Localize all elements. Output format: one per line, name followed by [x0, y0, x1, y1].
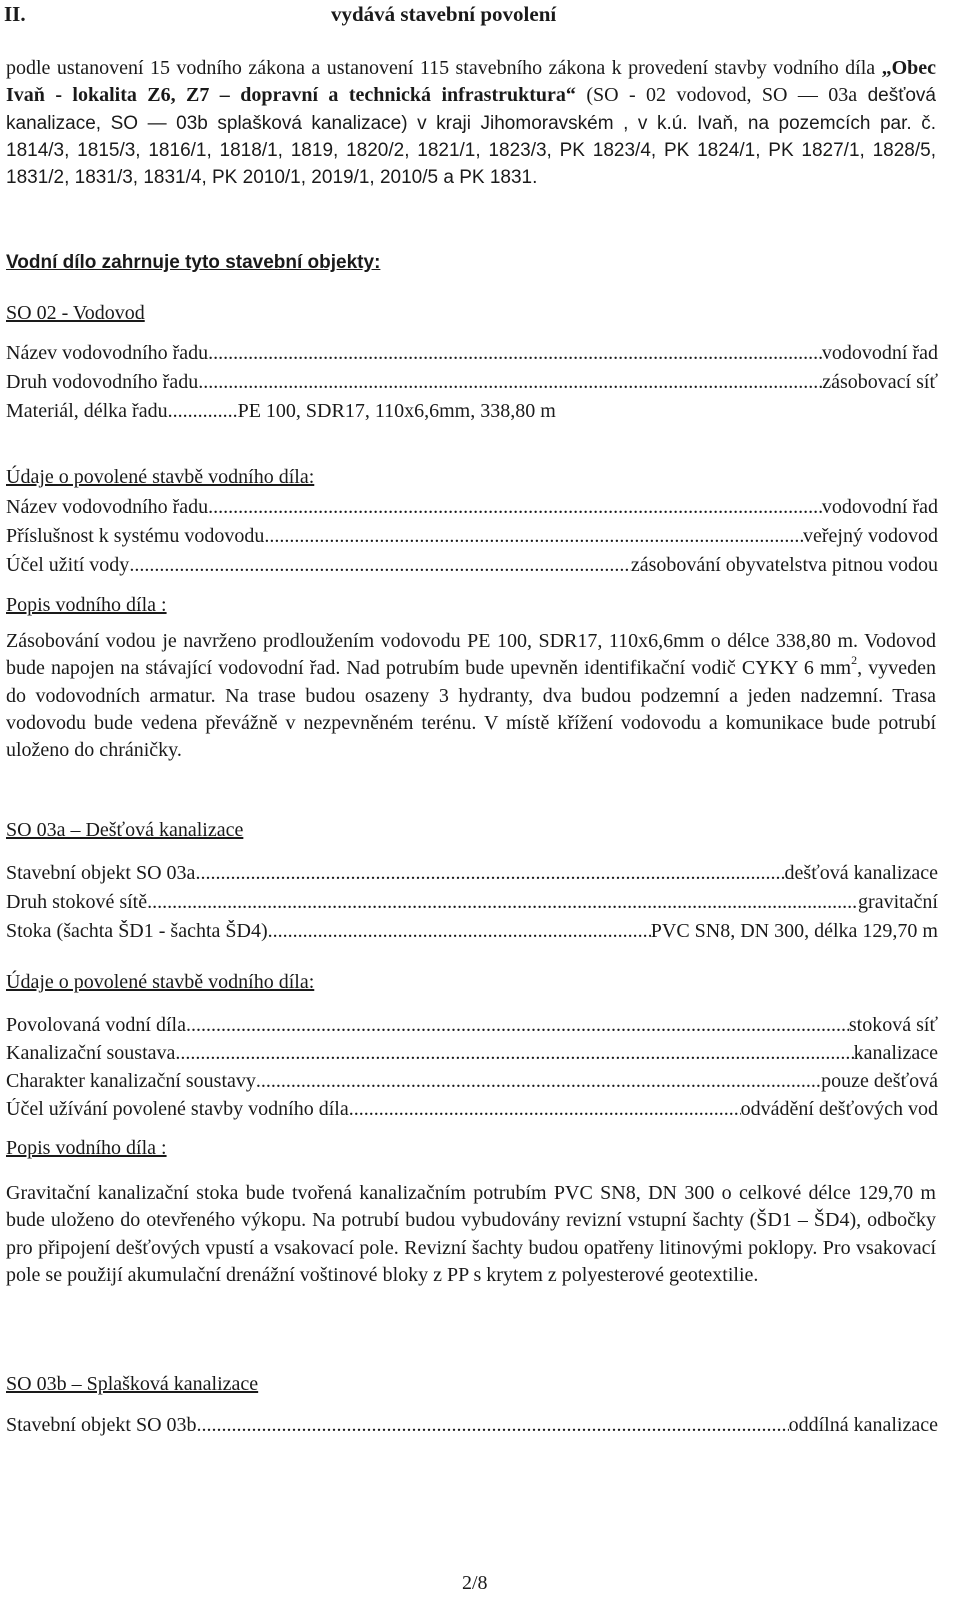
row-label: Druh vodovodního řadu [6, 371, 199, 393]
so03a-row-0 [6, 862, 938, 889]
so02-row-2 [6, 400, 938, 427]
leader-dots [168, 400, 238, 423]
so03a-row-1 [6, 891, 938, 918]
so03a-row-2 [6, 920, 938, 947]
row-value: PVC SN8, DN 300, délka 129,70 m [650, 920, 938, 942]
so02-row-0 [6, 342, 938, 369]
row-label: Účel užití vody [6, 554, 130, 576]
row-value: vodovodní řad [821, 342, 938, 364]
row-value: vodovodní řad [821, 496, 938, 518]
row-label: Účel užívání povolené stavby vodního díla [6, 1098, 349, 1120]
row-value: kanalizace [853, 1042, 938, 1064]
so02-desc-heading: Popis vodního díla : [6, 594, 167, 616]
leader-dots [256, 1070, 821, 1093]
leader-dots [208, 342, 822, 365]
so03a-description: Gravitační kanalizační stoka bude tvořená kanalizačním potrubím PVC SN8, DN 300 o celkové délce 129,70 m bude uloženo do otevřeného výkopu. Na potrubí budou vybudovány revizní vstupní šachty (ŠD1 – ŠD4), odbočky pro připojení dešťových vpustí a vsakovací pole. Revizní šachty budou opatřeny litinovými poklopy. Pro vsakovací pole se použijí akumulační drenážní voštinové bloky z PP s krytem z polyesterové geotextilie. [6, 1182, 936, 1286]
row-label: Kanalizační soustava [6, 1042, 176, 1064]
row-value: zásobovací síť [822, 371, 938, 393]
leader-dots [198, 371, 822, 394]
row-value: zásobování obyvatelstva pitnou vodou [630, 554, 938, 576]
leader-dots [175, 1042, 853, 1065]
row-label: Druh stokové sítě [6, 891, 148, 913]
so02-description [6, 628, 936, 764]
row-label: Stavební objekt SO 03a [6, 862, 196, 884]
so02-permit-row-1 [6, 525, 938, 552]
leader-dots [186, 1014, 849, 1037]
objects-heading: Vodní dílo zahrnuje tyto stavební objekty: [6, 252, 381, 273]
leader-dots [268, 920, 651, 943]
intro-location-text: dešťová kanalizace, SO — 03b splašková kanalizace) v kraji Jihomoravském , v k.ú. Ivaň, na pozemcích par. č. 1814/3, 1815/3, 1816/1, 1818/1, 1819, 1820/2, 1821/1, 1823/3, PK 1823/4, PK 1824/1, PK 1827/1, 1828/5, 1831/2, 1831/3, 1831/4, PK 2010/1, 2019/1, 2010/5 a PK 1831. [6, 85, 936, 189]
section-number: II. [4, 2, 26, 26]
so03a-permit-row-2 [6, 1070, 938, 1097]
row-value: pouze dešťová [821, 1070, 938, 1092]
so03a-permit-row-1 [6, 1042, 938, 1069]
row-value: dešťová kanalizace [784, 862, 938, 884]
desc-text-2: , vyveden do vodovodních armatur. Na trase budou osazeny 3 hydranty, dva budou podzemní a jeden nadzemní. Trasa vodovodu bude vedena převážně v nezpevněném terénu. V místě křížení vodovodu a komunikace bude potrubí uloženo do chráničky. [6, 657, 936, 762]
row-label: Název vodovodního řadu [6, 342, 209, 364]
intro-text: podle ustanovení 15 vodního zákona a ustanovení 115 stavebního zákona k provedení stavby vodního díla [6, 57, 882, 79]
section-title: vydává stavební povolení [331, 2, 557, 26]
row-label: Stavební objekt SO 03b [6, 1414, 197, 1436]
so02-heading: SO 02 - Vodovod [6, 302, 145, 324]
row-value: veřejný vodovod [803, 525, 938, 547]
leader-dots [197, 1414, 789, 1437]
row-label: Materiál, délka řadu [6, 400, 168, 422]
so02-permit-row-2 [6, 554, 938, 581]
so03a-desc-heading: Popis vodního díla : [6, 1137, 167, 1159]
so03b-heading: SO 03b – Splašková kanalizace [6, 1373, 259, 1395]
so02-permit-heading: Údaje o povolené stavbě vodního díla: [6, 466, 315, 488]
superscript: 2 [851, 652, 858, 667]
so03a-permit-row-0 [6, 1014, 938, 1041]
desc-text: Zásobování vodou je navrženo prodloužením vodovodu PE 100, SDR17, 110x6,6mm o délce 338,80 m. Vodovod bude napojen na stávající vodovodní řad. Nad potrubím bude upevněn identifikační vodič CYKY 6 mm [6, 630, 936, 680]
so03b-row-0 [6, 1414, 938, 1441]
page-number: 2/8 [462, 1572, 488, 1594]
row-value: odvádění dešťových vod [740, 1098, 938, 1120]
leader-dots [349, 1098, 741, 1121]
so03a-heading: SO 03a – Dešťová kanalizace [6, 819, 244, 841]
row-value: stoková síť [848, 1014, 938, 1036]
so03a-permit-row-3 [6, 1098, 938, 1125]
leader-dots [195, 862, 784, 885]
leader-dots [147, 891, 858, 914]
so03a-permit-heading: Údaje o povolené stavbě vodního díla: [6, 971, 315, 993]
row-label: Povolovaná vodní díla [6, 1014, 186, 1036]
row-label: Charakter kanalizační soustavy [6, 1070, 256, 1092]
project-name: „Obec Ivaň - lokalita Z6, Z7 – dopravní a technická infrastruktura“ [6, 57, 936, 107]
row-value: oddílná kanalizace [788, 1414, 938, 1436]
row-label: Název vodovodního řadu [6, 496, 209, 518]
leader-dots [129, 554, 631, 577]
so02-row-1 [6, 371, 938, 398]
row-label: Příslušnost k systému vodovodu [6, 525, 265, 547]
leader-dots [208, 496, 822, 519]
leader-dots [264, 525, 803, 548]
row-value: PE 100, SDR17, 110x6,6mm, 338,80 m [237, 400, 556, 422]
row-label: Stoka (šachta ŠD1 - šachta ŠD4) [6, 920, 268, 942]
intro-paragraph [6, 55, 936, 191]
row-value: gravitační [858, 891, 938, 913]
intro-text-2: (SO - 02 vodovod, SO — 03a [575, 84, 868, 107]
so02-permit-row-0 [6, 496, 938, 523]
